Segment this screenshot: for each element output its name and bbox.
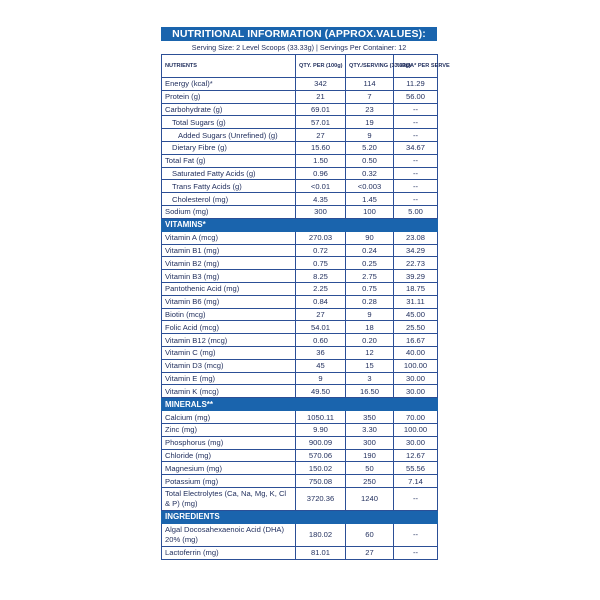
minerals-header (162, 398, 438, 411)
vitamin-row (162, 231, 438, 244)
qty-per-serving: 60 (346, 523, 394, 546)
rda-percent: 30.00 (394, 372, 438, 385)
macro-row (162, 78, 438, 91)
qty-per-serving: 1.45 (346, 193, 394, 206)
qty-per-100g: 81.01 (296, 546, 346, 559)
rda-percent: 45.00 (394, 308, 438, 321)
nutrient-name: Magnesium (mg) (162, 462, 296, 475)
rda-percent: 31.11 (394, 295, 438, 308)
nutrient-name: Vitamin C (mg) (162, 346, 296, 359)
qty-per-serving: 0.25 (346, 257, 394, 270)
qty-per-100g: 0.72 (296, 244, 346, 257)
macro-row (162, 116, 438, 129)
qty-per-100g: 8.25 (296, 270, 346, 283)
nutrient-name: Energy (kcal)* (162, 78, 296, 91)
ingredient-row (162, 523, 438, 546)
rda-percent: 100.00 (394, 359, 438, 372)
qty-per-serving: 27 (346, 546, 394, 559)
qty-per-serving: 0.28 (346, 295, 394, 308)
qty-per-serving: 1240 (346, 487, 394, 510)
nutrient-name: Dietary Fibre (g) (162, 141, 296, 154)
header-per-serving: QTY./SERVING (33.33g) (346, 55, 394, 78)
qty-per-serving: 7 (346, 90, 394, 103)
rda-percent: -- (394, 523, 438, 546)
qty-per-serving: 18 (346, 321, 394, 334)
header-rda: %RDA* PER SERVE (394, 55, 438, 78)
rda-percent: -- (394, 116, 438, 129)
nutrient-name: Folic Acid (mcg) (162, 321, 296, 334)
rda-percent: -- (394, 487, 438, 510)
nutrient-name: Vitamin B1 (mg) (162, 244, 296, 257)
qty-per-serving: 0.50 (346, 154, 394, 167)
qty-per-serving: 100 (346, 205, 394, 218)
qty-per-100g: 0.75 (296, 257, 346, 270)
qty-per-100g: 1050.11 (296, 411, 346, 424)
qty-per-100g: 54.01 (296, 321, 346, 334)
qty-per-100g: <0.01 (296, 180, 346, 193)
nutrient-name: Sodium (mg) (162, 205, 296, 218)
rda-percent: 11.29 (394, 78, 438, 91)
mineral-row (162, 423, 438, 436)
qty-per-serving: 114 (346, 78, 394, 91)
nutrient-name: Total Fat (g) (162, 154, 296, 167)
qty-per-100g: 570.06 (296, 449, 346, 462)
qty-per-serving: 0.20 (346, 334, 394, 347)
header-row (162, 55, 438, 78)
ingredients-header-title: INGREDIENTS (162, 510, 438, 523)
rda-percent: -- (394, 193, 438, 206)
nutrient-name: Phosphorus (mg) (162, 436, 296, 449)
macro-row (162, 205, 438, 218)
qty-per-serving: 90 (346, 231, 394, 244)
qty-per-100g: 270.03 (296, 231, 346, 244)
nutrient-name: Vitamin B2 (mg) (162, 257, 296, 270)
rda-percent: 30.00 (394, 436, 438, 449)
qty-per-serving: 0.24 (346, 244, 394, 257)
rda-percent: 5.00 (394, 205, 438, 218)
header-nutrients: NUTRIENTS (162, 55, 296, 78)
rda-percent: 22.73 (394, 257, 438, 270)
macro-row (162, 103, 438, 116)
macro-row (162, 167, 438, 180)
vitamin-row (162, 257, 438, 270)
nutrient-name: Protein (g) (162, 90, 296, 103)
nutrient-name: Chloride (mg) (162, 449, 296, 462)
rda-percent: -- (394, 180, 438, 193)
rda-percent: 70.00 (394, 411, 438, 424)
nutrient-name: Added Sugars (Unrefined) (g) (162, 129, 296, 142)
qty-per-100g: 900.09 (296, 436, 346, 449)
ingredients-header (162, 510, 438, 523)
qty-per-serving: 12 (346, 346, 394, 359)
rda-percent: 16.67 (394, 334, 438, 347)
qty-per-100g: 0.60 (296, 334, 346, 347)
rda-percent: 34.67 (394, 141, 438, 154)
macro-row (162, 129, 438, 142)
qty-per-serving: 2.75 (346, 270, 394, 283)
qty-per-100g: 150.02 (296, 462, 346, 475)
nutrient-name: Potassium (mg) (162, 475, 296, 488)
nutrient-name: Vitamin B12 (mcg) (162, 334, 296, 347)
rda-percent: 23.08 (394, 231, 438, 244)
header-per-100g: QTY. PER (100g) (296, 55, 346, 78)
rda-percent: 12.67 (394, 449, 438, 462)
qty-per-100g: 21 (296, 90, 346, 103)
macro-row (162, 90, 438, 103)
rda-percent: 7.14 (394, 475, 438, 488)
qty-per-100g: 36 (296, 346, 346, 359)
rda-percent: 30.00 (394, 385, 438, 398)
qty-per-100g: 27 (296, 308, 346, 321)
rda-percent: -- (394, 546, 438, 559)
rda-percent: 56.00 (394, 90, 438, 103)
qty-per-100g: 27 (296, 129, 346, 142)
qty-per-serving: 9 (346, 129, 394, 142)
nutrient-name: Pantothenic Acid (mg) (162, 282, 296, 295)
qty-per-serving: 9 (346, 308, 394, 321)
nutrient-name: Vitamin B6 (mg) (162, 295, 296, 308)
nutrition-table (161, 54, 450, 560)
qty-per-100g: 69.01 (296, 103, 346, 116)
qty-per-serving: 15 (346, 359, 394, 372)
vitamin-row (162, 321, 438, 334)
mineral-row (162, 411, 438, 424)
qty-per-serving: 19 (346, 116, 394, 129)
nutrient-name: Vitamin K (mcg) (162, 385, 296, 398)
qty-per-100g: 300 (296, 205, 346, 218)
qty-per-serving: <0.003 (346, 180, 394, 193)
nutrient-name: Vitamin A (mcg) (162, 231, 296, 244)
mineral-row (162, 475, 438, 488)
rda-percent: 18.75 (394, 282, 438, 295)
vitamin-row (162, 359, 438, 372)
qty-per-serving: 0.32 (346, 167, 394, 180)
qty-per-100g: 3720.36 (296, 487, 346, 510)
nutrient-name: Biotin (mcg) (162, 308, 296, 321)
qty-per-serving: 3.30 (346, 423, 394, 436)
qty-per-serving: 0.75 (346, 282, 394, 295)
qty-per-serving: 350 (346, 411, 394, 424)
qty-per-serving: 3 (346, 372, 394, 385)
macro-row (162, 193, 438, 206)
vitamin-row (162, 334, 438, 347)
vitamins-header-title: VITAMINS* (162, 218, 438, 231)
nutrition-panel (161, 27, 450, 560)
vitamin-row (162, 385, 438, 398)
qty-per-serving: 250 (346, 475, 394, 488)
qty-per-100g: 57.01 (296, 116, 346, 129)
qty-per-100g: 15.60 (296, 141, 346, 154)
nutrient-name: Lactoferrin (mg) (162, 546, 296, 559)
nutrient-name: Cholesterol (mg) (162, 193, 296, 206)
qty-per-100g: 0.84 (296, 295, 346, 308)
rda-percent: 34.29 (394, 244, 438, 257)
qty-per-serving: 300 (346, 436, 394, 449)
qty-per-serving: 190 (346, 449, 394, 462)
qty-per-100g: 342 (296, 78, 346, 91)
ingredient-row (162, 546, 438, 559)
rda-percent: 39.29 (394, 270, 438, 283)
macro-row (162, 180, 438, 193)
qty-per-100g: 45 (296, 359, 346, 372)
qty-per-serving: 23 (346, 103, 394, 116)
qty-per-100g: 9 (296, 372, 346, 385)
vitamin-row (162, 270, 438, 283)
qty-per-100g: 49.50 (296, 385, 346, 398)
nutrient-name: Vitamin E (mg) (162, 372, 296, 385)
vitamin-row (162, 282, 438, 295)
qty-per-100g: 2.25 (296, 282, 346, 295)
qty-per-100g: 4.35 (296, 193, 346, 206)
minerals-header-title: MINERALS** (162, 398, 438, 411)
mineral-row (162, 449, 438, 462)
qty-per-100g: 0.96 (296, 167, 346, 180)
electrolytes-row (162, 487, 438, 510)
macro-row (162, 141, 438, 154)
rda-percent: -- (394, 103, 438, 116)
nutrient-name: Total Sugars (g) (162, 116, 296, 129)
rda-percent: 40.00 (394, 346, 438, 359)
vitamin-row (162, 372, 438, 385)
nutrient-name: Zinc (mg) (162, 423, 296, 436)
vitamin-row (162, 308, 438, 321)
nutrient-name: Calcium (mg) (162, 411, 296, 424)
nutrition-table-body (162, 55, 450, 560)
qty-per-serving: 50 (346, 462, 394, 475)
rda-percent: 25.50 (394, 321, 438, 334)
qty-per-100g: 1.50 (296, 154, 346, 167)
vitamin-row (162, 346, 438, 359)
mineral-row (162, 462, 438, 475)
vitamins-header (162, 218, 438, 231)
rda-percent: -- (394, 154, 438, 167)
serving-info: Serving Size: 2 Level Scoops (33.33g) | Servings Per Container: 12 (191, 43, 407, 52)
nutrient-name: Total Electrolytes (Ca, Na, Mg, K, Cl & P) (mg) (162, 487, 296, 510)
nutrient-name: Saturated Fatty Acids (g) (162, 167, 296, 180)
qty-per-100g: 750.08 (296, 475, 346, 488)
nutrient-name: Vitamin B3 (mg) (162, 270, 296, 283)
nutrient-name: Carbohydrate (g) (162, 103, 296, 116)
qty-per-100g: 9.90 (296, 423, 346, 436)
rda-percent: 100.00 (394, 423, 438, 436)
nutrient-name: Vitamin D3 (mcg) (162, 359, 296, 372)
qty-per-100g: 180.02 (296, 523, 346, 546)
qty-per-serving: 16.50 (346, 385, 394, 398)
rda-percent: 55.56 (394, 462, 438, 475)
qty-per-serving: 5.20 (346, 141, 394, 154)
nutrient-name: Trans Fatty Acids (g) (162, 180, 296, 193)
vitamin-row (162, 295, 438, 308)
macro-row (162, 154, 438, 167)
rda-percent: -- (394, 129, 438, 142)
rda-percent: -- (394, 167, 438, 180)
nutrient-name: Algal Docosahexaenoic Acid (DHA) 20% (mg) (162, 523, 296, 546)
vitamin-row (162, 244, 438, 257)
panel-title: NUTRITIONAL INFORMATION (APPROX.VALUES): (161, 27, 437, 41)
mineral-row (162, 436, 438, 449)
